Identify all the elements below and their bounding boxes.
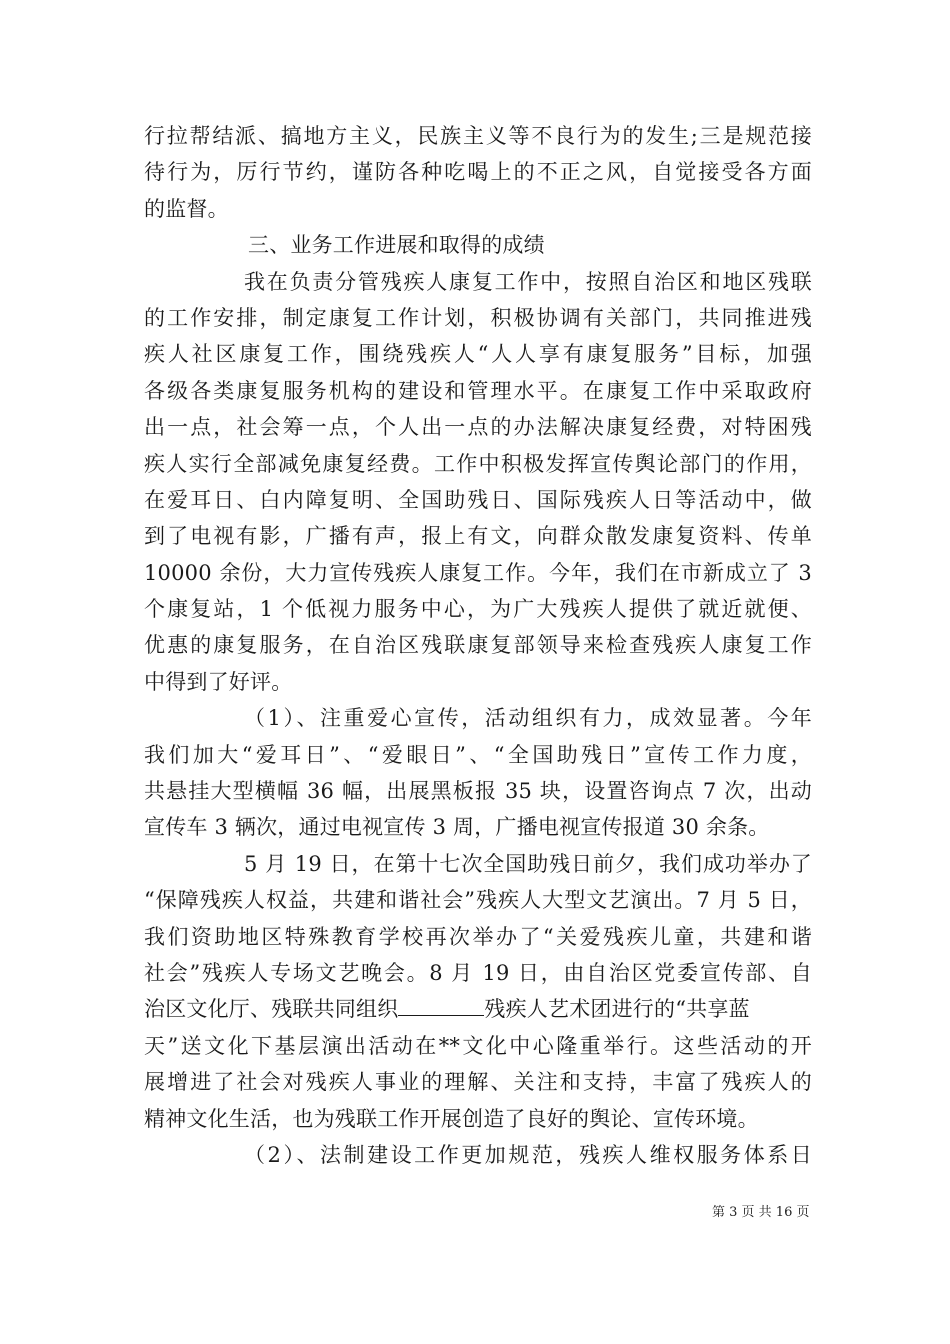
text-line-with-blank [144, 991, 812, 1027]
document-page [144, 118, 812, 1173]
text-segment: 治区文化厅、残联共同组织 [144, 997, 399, 1022]
text-line: 我们资助地区特殊教育学校再次举办了“关爱残疾儿童，共建和谐 [144, 924, 812, 949]
text-line: 中得到了好评。 [144, 669, 293, 694]
text-line: 10000 余份，大力宣传残疾人康复工作。今年，我们在市新成立了 3 [144, 560, 812, 585]
text-line: 到了电视有影，广播有声，报上有文，向群众散发康复资料、传单 [144, 524, 812, 549]
text-line: 疾人实行全部减免康复经费。工作中积极发挥宣传舆论部门的作用， [144, 451, 812, 476]
text-line: 行拉帮结派、搞地方主义，民族主义等不良行为的发生;三是规范接 [144, 124, 812, 148]
text-line: 展增进了社会对残疾人事业的理解、关注和支持，丰富了残疾人的 [144, 1070, 812, 1095]
text-line: 在爱耳日、白内障复明、全国助残日、国际残疾人日等活动中，做 [144, 487, 812, 512]
text-line: “保障残疾人权益，共建和谐社会”残疾人大型文艺演出。7 月 5 日， [144, 888, 812, 913]
text-line: 天”送文化下基层演出活动在**文化中心隆重举行。这些活动的开 [144, 1033, 812, 1058]
text-line: 个康复站，1 个低视力服务中心，为广大残疾人提供了就近就便、 [144, 597, 812, 622]
text-line: 出一点，社会筹一点，个人出一点的办法解决康复经费，对特困残 [144, 415, 812, 440]
fill-in-blank [398, 995, 484, 1016]
section-heading: 三、业务工作进展和取得的成绩 [248, 233, 545, 258]
text-line: 优惠的康复服务，在自治区残联康复部领导来检查残疾人康复工作 [144, 633, 812, 658]
text-line: 精神文化生活，也为残联工作开展创造了良好的舆论、宣传环境。 [144, 1106, 759, 1131]
text-line: 的工作安排，制定康复工作计划，积极协调有关部门，共同推进残 [144, 305, 812, 330]
text-line: 待行为，厉行节约，谨防各种吃喝上的不正之风，自觉接受各方面 [144, 160, 812, 185]
text-line: 的监督。 [144, 196, 229, 221]
text-segment: 残疾人艺术团进行的“共享蓝 [484, 997, 750, 1022]
text-line: 疾人社区康复工作，围绕残疾人“人人享有康复服务”目标，加强 [144, 342, 812, 367]
text-line: （1）、注重爱心宣传，活动组织有力，成效显著。今年 [244, 706, 812, 731]
text-line: （2）、法制建设工作更加规范，残疾人维权服务体系日 [244, 1142, 812, 1167]
text-line: 5 月 19 日，在第十七次全国助残日前夕，我们成功举办了 [244, 851, 812, 876]
text-line: 社会”残疾人专场文艺晚会。8 月 19 日，由自治区党委宣传部、自 [144, 960, 812, 985]
text-line: 我们加大“爱耳日”、“爱眼日”、“全国助残日”宣传工作力度， [144, 742, 812, 767]
text-line: 各级各类康复服务机构的建设和管理水平。在康复工作中采取政府 [144, 378, 812, 403]
text-line: 我在负责分管残疾人康复工作中，按照自治区和地区残联 [244, 269, 812, 294]
text-line: 共悬挂大型横幅 36 幅，出展黑板报 35 块，设置咨询点 7 次，出动 [144, 779, 812, 804]
page-number: 第 3 页 共 16 页 [712, 1205, 810, 1220]
text-line: 宣传车 3 辆次，通过电视宣传 3 周，广播电视宣传报道 30 余条。 [144, 815, 770, 840]
